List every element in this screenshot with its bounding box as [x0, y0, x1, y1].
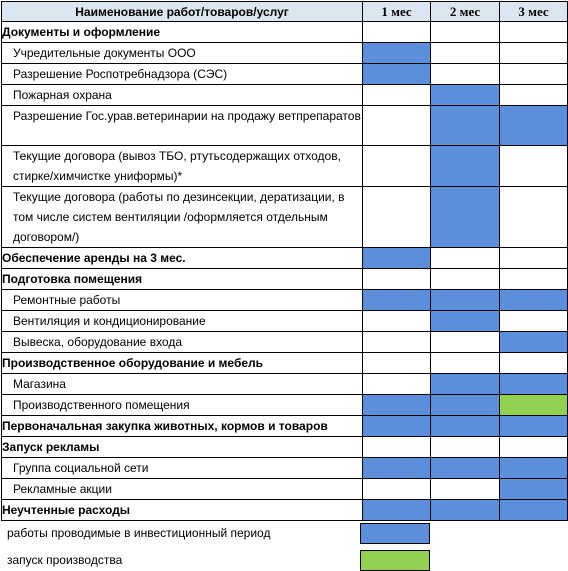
table-row: [2, 269, 568, 290]
month-1-cell: [363, 416, 431, 437]
task-label: Разрешение Гос.урав.ветеринарии на продажу ветпрепаратов: [2, 106, 363, 146]
month-3-cell: [500, 374, 568, 395]
table-row: [2, 437, 568, 458]
month-1-cell: [363, 479, 431, 500]
month-3-cell: [500, 416, 568, 437]
table-row: [2, 332, 568, 353]
task-label: Вентиляция и кондиционирование: [2, 311, 363, 332]
month-1-cell: [363, 248, 431, 269]
table-row: [2, 146, 568, 187]
table-row: [2, 458, 568, 479]
month-2-cell: [431, 353, 500, 374]
legend-production-label: запуск производства: [7, 553, 123, 567]
table-row: [2, 500, 568, 521]
month-3-cell: [500, 479, 568, 500]
section-heading: Обеспечение аренды на 3 мес.: [2, 248, 363, 269]
table-row: [2, 290, 568, 311]
task-label: Текущие договора (работы по дезинсекции, дератизации, в том числе систем вентиляции /оформляется отдельным договором/): [2, 187, 363, 248]
month-3-cell: [500, 311, 568, 332]
task-label: Текущие договора (вывоз ТБО, ртутьсодержащих отходов, стирке/химчистке униформы)*: [2, 146, 363, 187]
legend-production-swatch: [360, 550, 430, 571]
month-3-cell: [500, 353, 568, 374]
month-3-cell: [500, 85, 568, 106]
month-2-cell: [431, 269, 500, 290]
table-row: [2, 187, 568, 248]
table-row: [2, 395, 568, 416]
month-1-cell: [363, 106, 431, 146]
month-2-cell: [431, 146, 500, 187]
legend-investment-label: работы проводимые в инвестиционный период: [7, 526, 271, 540]
section-heading: Неучтенные расходы: [2, 500, 363, 521]
section-heading: Запуск рекламы: [2, 437, 363, 458]
month-3-cell: [500, 332, 568, 353]
month-2-cell: [431, 332, 500, 353]
month-1-cell: [363, 85, 431, 106]
task-label: Магазина: [2, 374, 363, 395]
schedule-table: [1, 1, 568, 521]
table-row: [2, 353, 568, 374]
month-2-cell: [431, 106, 500, 146]
header-name-column: Наименование работ/товаров/услуг: [2, 2, 363, 22]
month-2-cell: [431, 43, 500, 64]
section-heading: Первоначальная закупка животных, кормов и товаров: [2, 416, 363, 437]
month-1-cell: [363, 395, 431, 416]
task-label: Вывеска, оборудование входа: [2, 332, 363, 353]
month-2-cell: [431, 311, 500, 332]
month-3-cell: [500, 437, 568, 458]
section-heading: Производственное оборудование и мебель: [2, 353, 363, 374]
header-month-2: 2 мес: [431, 2, 500, 22]
month-3-cell: [500, 458, 568, 479]
month-2-cell: [431, 416, 500, 437]
month-2-cell: [431, 437, 500, 458]
header-row: [2, 2, 568, 22]
month-2-cell: [431, 479, 500, 500]
table-row: [2, 479, 568, 500]
table-row: [2, 106, 568, 146]
month-2-cell: [431, 187, 500, 248]
month-1-cell: [363, 22, 431, 43]
month-3-cell: [500, 248, 568, 269]
month-3-cell: [500, 500, 568, 521]
month-1-cell: [363, 146, 431, 187]
month-3-cell: [500, 43, 568, 64]
month-3-cell: [500, 290, 568, 311]
month-3-cell: [500, 22, 568, 43]
table-row: [2, 311, 568, 332]
table-row: [2, 43, 568, 64]
month-2-cell: [431, 85, 500, 106]
month-1-cell: [363, 500, 431, 521]
table-row: [2, 85, 568, 106]
month-1-cell: [363, 353, 431, 374]
month-2-cell: [431, 64, 500, 85]
month-3-cell: [500, 395, 568, 416]
table-row: [2, 374, 568, 395]
legend-investment-swatch: [360, 523, 430, 544]
table-row: [2, 416, 568, 437]
month-2-cell: [431, 374, 500, 395]
month-3-cell: [500, 106, 568, 146]
month-2-cell: [431, 22, 500, 43]
month-1-cell: [363, 332, 431, 353]
month-1-cell: [363, 64, 431, 85]
header-month-1: 1 мес: [363, 2, 431, 22]
task-label: Разрешение Роспотребнадзора (СЭС): [2, 64, 363, 85]
month-2-cell: [431, 395, 500, 416]
month-3-cell: [500, 146, 568, 187]
table-row: [2, 22, 568, 43]
section-heading: Документы и оформление: [2, 22, 363, 43]
table-row: [2, 248, 568, 269]
month-1-cell: [363, 187, 431, 248]
task-label: Рекламные акции: [2, 479, 363, 500]
section-heading: Подготовка помещения: [2, 269, 363, 290]
month-1-cell: [363, 437, 431, 458]
month-3-cell: [500, 269, 568, 290]
table-row: [2, 64, 568, 85]
task-label: Производственного помещения: [2, 395, 363, 416]
month-3-cell: [500, 64, 568, 85]
month-1-cell: [363, 311, 431, 332]
month-2-cell: [431, 500, 500, 521]
task-label: Учредительные документы ООО: [2, 43, 363, 64]
month-1-cell: [363, 374, 431, 395]
month-2-cell: [431, 248, 500, 269]
task-label: Группа социальной сети: [2, 458, 363, 479]
month-1-cell: [363, 458, 431, 479]
month-2-cell: [431, 458, 500, 479]
task-label: Ремонтные работы: [2, 290, 363, 311]
task-label: Пожарная охрана: [2, 85, 363, 106]
month-1-cell: [363, 290, 431, 311]
month-3-cell: [500, 187, 568, 248]
month-1-cell: [363, 269, 431, 290]
header-month-3: 3 мес: [500, 2, 568, 22]
month-2-cell: [431, 290, 500, 311]
month-1-cell: [363, 43, 431, 64]
